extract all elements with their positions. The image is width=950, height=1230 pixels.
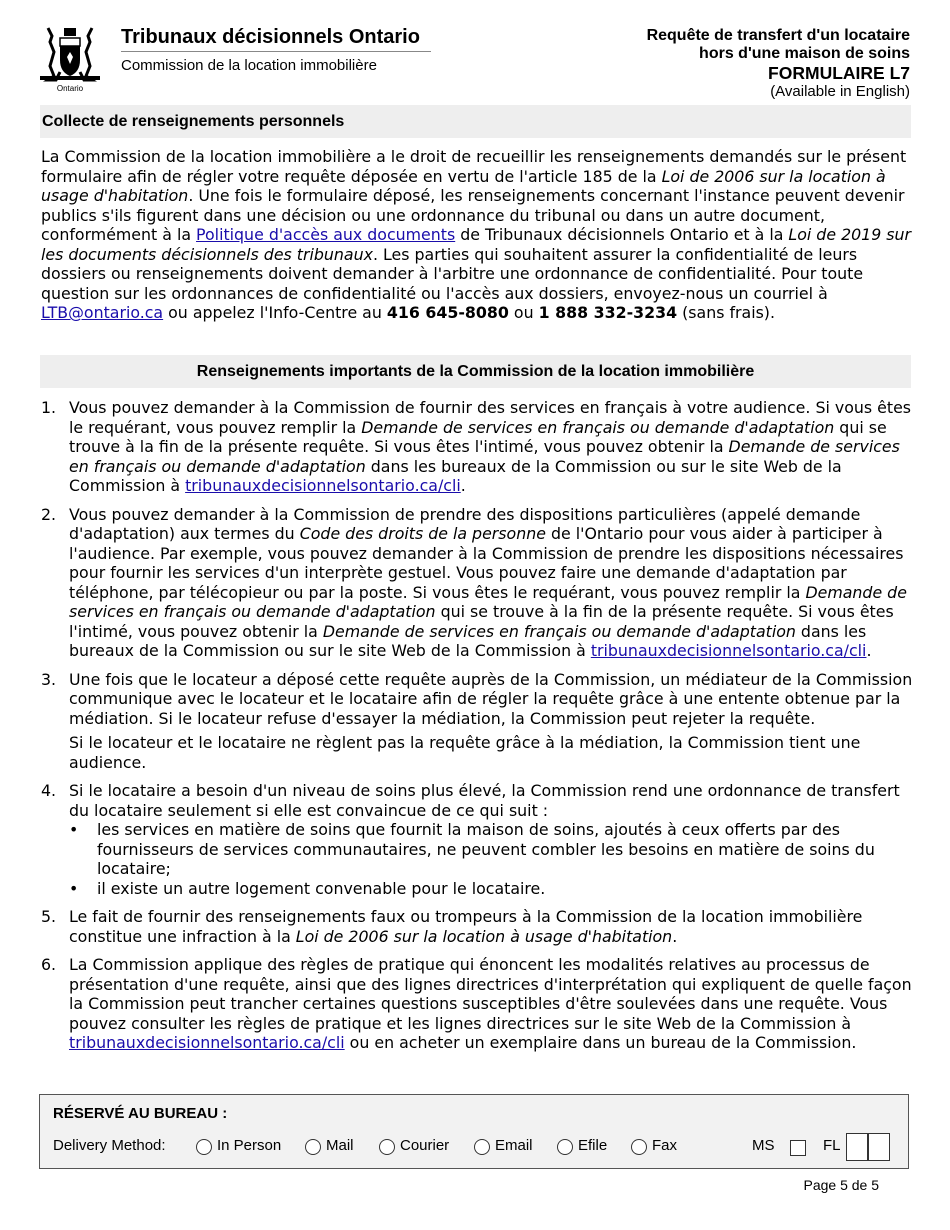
ontario-coat-of-arms-logo bbox=[34, 22, 106, 94]
list-item: 1. Vous pouvez demander à la Commission de fournir des services en français à votre audience. Si vous êtes le requérant, vous pouvez remplir la Demande de services en français ou demande d'adaptation qui se trouve à la fin de la présente requête. Si vous êtes l'intimé, vous pouvez obtenir la Demande de services en français ou demande d'adaptation dans les bureaux de la Commission ou sur le site Web de la Commission à tribunauxdecisionnelsontario.ca/cli. bbox=[41, 398, 912, 495]
delivery-method-label: Delivery Method: bbox=[53, 1137, 166, 1154]
option-label: Courier bbox=[400, 1137, 450, 1154]
privacy-heading: Collecte de renseignements personnels bbox=[40, 105, 911, 138]
radio-fax[interactable] bbox=[631, 1139, 647, 1155]
language-note: (Available in English) bbox=[770, 83, 910, 100]
page-number: Page 5 de 5 bbox=[803, 1177, 879, 1193]
office-use-box bbox=[39, 1094, 909, 1169]
website-link[interactable]: tribunauxdecisionnelsontario.ca/cli bbox=[69, 1033, 345, 1052]
website-link[interactable]: tribunauxdecisionnelsontario.ca/cli bbox=[185, 476, 461, 495]
office-use-title: RÉSERVÉ AU BUREAU : bbox=[53, 1105, 228, 1122]
form-code: FORMULAIRE L7 bbox=[768, 63, 910, 83]
radio-efile[interactable] bbox=[557, 1139, 573, 1155]
organization-name: Tribunaux décisionnels Ontario bbox=[121, 26, 420, 48]
privacy-paragraph: La Commission de la location immobilière a le droit de recueillir les renseignements demandés sur le présent formulaire afin de régler votre requête déposée en vertu de l'article 185 de la Loi de 2006 sur la location à usage d'habitation. Une fois le formulaire déposé, les renseignements concernant l'instance peuvent devenir publics s'ils figurent dans une décision ou une ordonnance du tribunal ou dans un autre document, conformément à la Politique d'accès aux documents de Tribunaux décisionnels Ontario et à la Loi de 2019 sur les documents décisionnels des tribunaux. Les parties qui souhaitent assurer la confidentialité de leurs dossiers ou renseignements doivent demander à l'arbitre une ordonnance de confidentialité. Pour toute question sur les ordonnances de confidentialité ou l'accès aux dossiers, envoyez-nous un courriel à LTB@ontario.ca ou appelez l'Info-Centre au 416 645-8080 ou 1 888 332-3234 (sans frais). bbox=[41, 147, 912, 322]
form-title-block bbox=[647, 27, 910, 100]
phone-tollfree: 1 888 332-3234 bbox=[538, 303, 678, 322]
list-item: 3. Une fois que le locateur a déposé cette requête auprès de la Commission, un médiateur de la Commission communique avec le locateur et le locataire afin de régler la requête grâce à une entente obtenue par la médiation. Si le locateur refuse d'essayer la médiation, la Commission peut rejeter la requête. Si le locateur et le locataire ne règlent pas la requête grâce à la médiation, la Commission tient une audience. bbox=[41, 669, 913, 772]
access-policy-link[interactable]: Politique d'accès aux documents bbox=[196, 225, 456, 244]
ms-checkbox[interactable] bbox=[790, 1140, 806, 1156]
radio-mail[interactable] bbox=[305, 1139, 321, 1155]
radio-email[interactable] bbox=[474, 1139, 490, 1155]
header-divider bbox=[121, 51, 431, 52]
list-item: 5. Le fait de fournir des renseignements faux ou trompeurs à la Commission de la location immobilière constitue une infraction à la Loi de 2006 sur la location à usage d'habitation. bbox=[41, 907, 863, 946]
board-name: Commission de la location immobilière bbox=[121, 57, 377, 74]
list-item: 6. La Commission applique des règles de pratique qui énoncent les modalités relatives au processus de présentation d'une requête, ainsi que des lignes directrices d'interprétation qui expliquent de quelle façon la Commission peut trancher certaines questions susceptibles d'être soulevées dans une requête. Vous pouvez consulter les règles de pratique et les lignes directrices sur le site Web de la Commission à tribunauxdecisionnelsontario.ca/cli ou en acheter un exemplaire dans un bureau de la Commission. bbox=[41, 955, 912, 1052]
option-label: Email bbox=[495, 1137, 533, 1154]
svg-text:Ontario: Ontario bbox=[56, 84, 84, 93]
important-info-list bbox=[41, 398, 916, 1062]
radio-in-person[interactable] bbox=[196, 1139, 212, 1155]
phone-local: 416 645-8080 bbox=[386, 303, 509, 322]
email-link[interactable]: LTB@ontario.ca bbox=[41, 303, 164, 322]
list-item: 4. Si le locataire a besoin d'un niveau de soins plus élevé, la Commission rend une ordonnance de transfert du locataire seulement si elle est convaincue de ce qui suit : • les services en matière de soins que fournit la maison de soins, ajoutés à ceux offerts par des fournisseurs de services communautaires, ne peuvent combler les besoins en matière de soins du locataire; • il existe un autre logement convenable pour le locataire. bbox=[41, 781, 916, 898]
form-title-line2: hors d'une maison de soins bbox=[699, 45, 910, 62]
fl-input-box[interactable] bbox=[868, 1133, 890, 1161]
fl-input-box[interactable] bbox=[846, 1133, 868, 1161]
option-label: Mail bbox=[326, 1137, 354, 1154]
important-info-heading: Renseignements importants de la Commission de la location immobilière bbox=[40, 355, 911, 388]
bullet-item: • il existe un autre logement convenable pour le locataire. bbox=[69, 878, 546, 898]
bullet-item: • les services en matière de soins que fournit la maison de soins, ajoutés à ceux offerts par des fournisseurs de services communautaires, ne peuvent combler les besoins en matière de soins du locataire; bbox=[69, 820, 875, 878]
website-link[interactable]: tribunauxdecisionnelsontario.ca/cli bbox=[590, 641, 867, 660]
option-label: Efile bbox=[578, 1137, 608, 1154]
form-title-line1: Requête de transfert d'un locataire bbox=[646, 27, 910, 44]
ms-label: MS bbox=[752, 1137, 775, 1154]
option-label: In Person bbox=[217, 1137, 282, 1154]
list-item: 2. Vous pouvez demander à la Commission de prendre des dispositions particulières (appelé demande d'adaptation) aux termes du Code des droits de la personne de l'Ontario pour vous aider à participer à l'audience. Par exemple, vous pouvez demander à la Commission de prendre les dispositions nécessaires pour fournir les services d'un interprète gestuel. Vous pouvez faire une demande d'adaptation par téléphone, par télécopieur ou par la poste. Si vous êtes le requérant, vous pouvez remplir la Demande de services en français ou demande d'adaptation qui se trouve à la fin de la présente requête. Si vous êtes l'intimé, vous pouvez obtenir la Demande de services en français ou demande d'adaptation dans les bureaux de la Commission ou sur le site Web de la Commission à tribunauxdecisionnelsontario.ca/cli. bbox=[41, 504, 907, 660]
option-label: Fax bbox=[652, 1137, 678, 1154]
radio-courier[interactable] bbox=[379, 1139, 395, 1155]
fl-label: FL bbox=[823, 1137, 841, 1154]
page-header bbox=[0, 0, 950, 100]
